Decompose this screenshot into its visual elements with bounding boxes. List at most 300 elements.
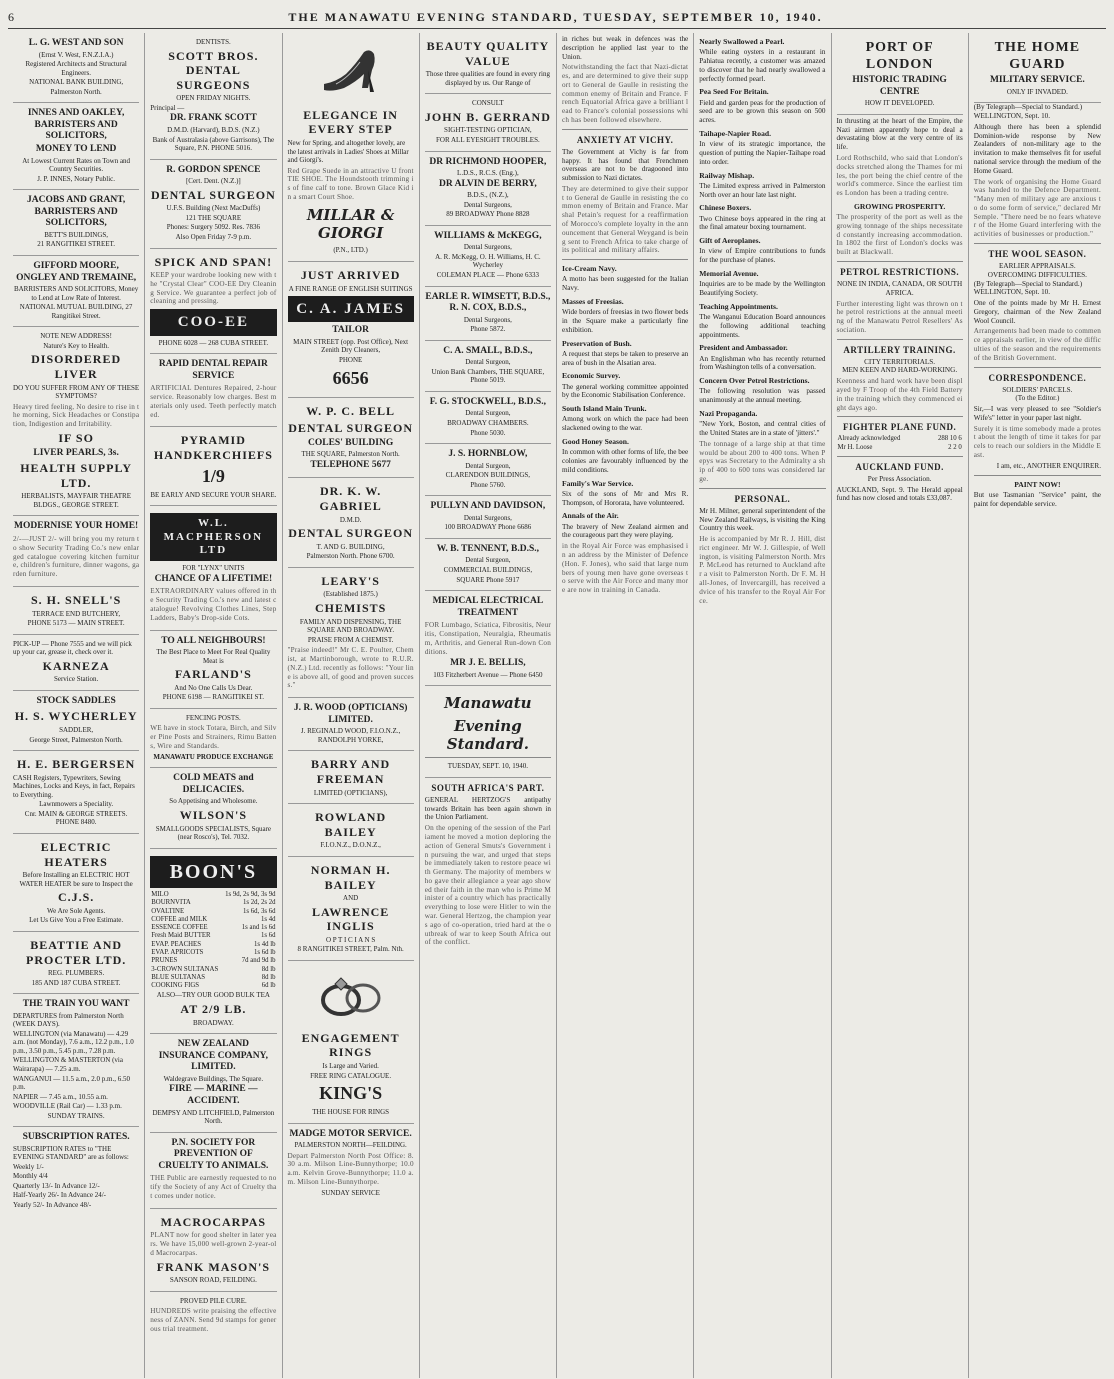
column-2 [145,33,282,1378]
auckland-sub: Per Press Association. [867,474,932,483]
ad-snell [13,587,139,635]
grocery-price: 1s 9d, 2s 9d, 3s 9d [225,891,276,899]
fund-amount: 288 10 6 [937,435,962,443]
ad-sub: PALMERSTON NORTH—FEILDING. [294,1141,407,1150]
item-text: In view of Empire contributions to funds for the purchase of planes. [699,247,826,265]
ad-notary: J. P. INNES, Notary Public. [37,174,116,183]
ad-wilsons [150,768,276,848]
ad-title: SPICK AND SPAN! [154,254,273,269]
item-text: The Limited express arrived in Palmerston North over an hour late last night. [699,181,826,199]
ad-address: BROADWAY CHAMBERS. [447,419,529,428]
ad-phone: Phone 5030. [470,428,506,437]
grocery-price: 1s 4d lb [253,940,276,948]
ad-text: At Lowest Current Rates on Town and Country Securities. [22,156,131,174]
ad-title: CHANCE OF A LIFETIME! [154,573,273,584]
item-heading: Pea Seed For Britain. [699,87,769,97]
ad-building: NATIONAL BANK BUILDING, [29,78,124,87]
ad-gabriel [288,478,414,567]
paint-title: PAINT NOW! [1014,479,1061,489]
guard-lead: Although there has been a splendid Dominion-wide response by New Zealanders of non-military age to the invitation to make themselves fit for useful national service through the medium of the Home Guard. [973,122,1101,175]
ad-money: MONEY TO LEND [35,143,117,154]
ad-text: Before Installing an ELECTRIC HOT WATER HEATER be sure to Inspect the [19,871,133,888]
ad-nz-insurance [150,1034,276,1132]
ad-innes-oakley [13,103,139,190]
ad-ca-james [288,262,414,399]
table-row [150,932,276,940]
ad-tennent [425,539,551,591]
item-heading: Taihape-Napier Road. [699,128,771,138]
ad-text: Those three qualities are found in every ring displayed by us. Our Range of [425,70,550,87]
table-row [150,974,276,982]
ad-address: 121 THE SQUARE [185,213,242,222]
ad-text: The Best Place to Meet For Real Quality Meat is [156,648,271,665]
ad-phone: 6656 [332,367,369,388]
ad-title: SIGHT-TESTING OPTICIAN, [444,126,532,135]
ad-name: ROWLAND BAILEY [315,810,387,839]
guard-telegraph: (By Telegraph—Special to Standard.) WELLINGTON, Sept. 10. [973,103,1083,121]
vichy-lead: The Government at Vichy is far from happy. It has found that Frenchmen overseas are not to be dragooned into submission to Nazi dictates. [562,147,689,183]
wool-sub-2: OVERCOMING DIFFICULTIES. [987,270,1087,279]
item-text: A motto has been suggested for the Italian Navy. [562,275,689,293]
wool-title: THE WOOL SEASON. [988,248,1087,259]
ad-title: DENTAL SURGEON [288,526,414,541]
train-timetable [13,994,139,1127]
ad-sub: Dental Surgeon, [465,556,511,565]
ad-sub: Dental Surgeon, [465,358,511,367]
ad-kicker: PRAISE FROM A CHEMIST. [307,635,394,644]
grocery-item: BLUE SULTANAS [151,973,206,981]
ad-wimsett [425,287,551,341]
table-row [150,899,276,907]
ad-beattie-procter [13,932,139,994]
train-row: WANGANUI — 11.5 a.m., 2.0 p.m., 6.50 p.m. [13,1074,130,1092]
ad-bailey-inglis [288,857,414,961]
ad-title: JACOBS AND GRANT, BARRISTERS AND SOLICITORS, [26,195,126,229]
item-heading: Gift of Aeroplanes. [699,236,761,246]
artillery-sub-2: MEN KEEN AND HARD-WORKING. [842,366,958,375]
ad-name: NORMAN H. BAILEY [310,862,391,892]
sub-row: Yearly 52/- In Advance 48/- [13,1200,92,1209]
ad-kings [288,961,414,1124]
ad-name: R. GORDON SPENCE [166,164,261,175]
ad-name: J. S. HORNBLOW, [448,449,528,460]
item-text: Field and garden peas for the production of seed are to be grown this season on 500 acres. [699,98,826,125]
table-row [150,949,276,957]
ad-name: C.J.S. [57,890,95,905]
grocery-price: 8d lb [261,973,276,981]
ad-bell [288,398,414,478]
ad-price: AT 2/9 LB. [180,1001,247,1016]
item-text: In view of its strategic importance, the question of putting the Napier-Taihape road into order. [699,140,826,166]
item-heading: Nearly Swallowed a Pearl. [699,37,785,46]
ad-title: ELECTRIC HEATERS [40,839,112,869]
ad-address: COLEMAN PLACE — Phone 6333 [436,270,540,279]
ad-electric-heaters [13,834,139,932]
ad-title: TO ALL NEIGHBOURS! [161,635,266,646]
ad-open: OPEN FRIDAY NIGHTS. [176,94,251,103]
column-8: THE HOME GUARD MILITARY SERVICE. ONLY IF INVADED. (By Telegraph—Special to Standard.) WELLINGTON, Sept. 10. Although there has been a splendid Dominion-wide response by New Zealanders of non-military age to the invitation to make themselves fit for useful national service through the medium of the Home Guard. The work of organising the Home Guard was handed to the Defence Department. "Many men of military age are anxious to do some form of service," declared Mr Semple. "There need be no fears whatever of the Home Guard interfering with the activities of businesses or production." THE WOOL SEASON. EARLIER APPRAISALS. OVERCOMING DIFFICULTIES. (By Telegraph—Special to Standard.) WELLINGTON, Sept. 10. One of the points made by Mr H. Ernest Gregory, chairman of the New Zealand Wool Council. Arrangements had been made to commence appraisals earlier, in view of the difficulties of the season and the requirements of the British Government. CORRESPONDENCE. SOLDIERS' PARCELS. (To the Editor.) Sir,—I was very pleased to see "Soldier's Wife's" letter in your paper last night. Surely it is time somebody made a protest about the length of time it takes for parcels to reach our soldiers in the Middle East. I am, etc., ANOTHER ENQUIRER. PAINT NOW! But use Tasmanian "Service" paint, the paint for dependable service. [969,33,1106,1378]
ad-agents: We Are Sole Agents. [47,906,106,915]
grocery-price: 1s 6d lb [253,949,276,957]
grocery-price-list [150,891,276,990]
paint-text: But use Tasmanian "Service" paint, the paint for dependable service. [973,490,1101,508]
ad-degree-2: B.D.S., (N.Z.), [467,191,509,200]
port-growing: GROWING PROSPERITY. [853,201,946,211]
ad-key: Nature's Key to Health. [43,341,110,350]
item-heading: South Island Main Trunk. [562,404,647,414]
ad-address: 8 RANGITIKEI STREET, Palm. Nth. [297,945,404,954]
table-row [150,908,276,916]
ad-phone: TELEPHONE 5677 [310,459,391,470]
ad-title: MACROCARPAS [160,1214,267,1229]
grocery-price: 1s 6d [260,932,276,940]
ad-price: 1/9 [201,465,225,486]
artillery-title: ARTILLERY TRAINING. [843,344,956,355]
ad-place: Palmerston North. [50,87,102,96]
fund-amount: 2 2 0 [948,443,962,451]
item-heading: Nazi Propaganda. [699,409,758,419]
ad-name: KING'S [319,1083,383,1104]
ad-phone-label: PHONE [338,355,363,364]
ad-sub: A FINE RANGE OF ENGLISH SUITINGS [288,284,413,293]
paper-nameplate [425,686,551,777]
editorial-continued: in riches but weak in defences was the description he applied last year to the Union. [562,35,689,61]
ad-name: W. B. TENNENT, B.D.S., [436,543,539,554]
ad-pile-cure: PROVED PILE CURE. HUNDREDS write praising the effectiveness of ZANN. Send 9d stamps for generous trial treatment. [150,1296,277,1333]
ad-gifford-moore [13,256,139,327]
ad-degree: D.M.D. (Harvard), B.D.S. (N.Z.) [167,126,260,135]
ad-est: (Established 1875.) [323,590,378,599]
item-heading: President and Ambassador. [699,343,788,353]
ad-fencing: FENCING POSTS. WE have in stock Totara, Birch, and Silver Pine Posts and Strainers, Rimu Battens, Wire and Standards. MANAWATU PRODUCE EXCHANGE [150,709,276,768]
ad-title: JUST ARRIVED [300,267,401,282]
ad-phone: Phone 5760. [470,480,506,489]
ad-name: W. P. C. BELL [306,404,396,419]
ad-title: MADGE MOTOR SERVICE. [289,1128,412,1139]
ad-barry-freeman [288,751,414,804]
editorial-title: SOUTH AFRICA'S PART. [431,782,545,793]
table-row [150,982,276,990]
ad-title: FENCING POSTS. [185,713,241,722]
grocery-item: EVAP. APRICOTS [151,949,204,957]
masthead [8,10,1106,29]
ad-sub: So Appetising and Wholesome. [169,797,258,806]
grocery-item: 3-CROWN SULTANAS [151,965,219,973]
ad-address: COMMERCIAL BUILDINGS, [443,566,533,574]
ad-hooper [425,152,551,226]
corr-text: Sir,—I was very pleased to see "Soldier's Wife's" letter in your paper last night. [973,405,1101,422]
ad-names: A. R. McKegg, O. H. Williams, H. C. Wycherley [435,252,541,270]
ad-title: BEAUTY QUALITY VALUE [426,39,550,68]
ad-title: Dental Surgeons, [463,200,512,209]
grocery-item: MILO [151,891,169,899]
ad-address: CLARENDON BUILDINGS, [445,471,531,480]
column-7: PORT OF LONDON HISTORIC TRADING CENTRE HOW IT DEVELOPED. In thrusting at the heart of the Empire, the Nazi airmen apparently hope to deal a devastating blow at the very centre of its life. Lord Rothschild, who said that London's docks stretched along the Thames for miles, the port being the chief centre of the world's commerce. Since the earliest times London has been a trading centre. GROWING PROSPERITY. The prosperity of the port as well as the growing tonnage of the ships necessitated constantly increasing accommodation. In 1802 the first of London's docks was built at Blackwall. PETROL RESTRICTIONS. NONE IN INDIA, CANADA, OR SOUTH AFRICA. Further interesting light was thrown on the petrol restrictions at the annual meeting of the Manawatu Petrol Resellers' Association. ARTILLERY TRAINING. CITY TERRITORIALS. MEN KEEN AND HARD-WORKING. Keenness and hard work have been displayed by F Troop of the 4th Field Battery in the training which they commenced eight days ago. FIGHTER PLANE FUND. Already acknowledged 288 10 6 Mr H. Loose 2 2 0 AUCKLAND FUND. Per Press Association. AUCKLAND, Sept. 9. The Herald appeal fund has now closed and totals £33,087. [832,33,969,1378]
guard-sub: MILITARY SERVICE. [989,75,1085,86]
coo-ee-logo: COO-EE [150,309,276,335]
ad-sub: F.I.O.N.Z., D.O.N.Z., [320,841,381,850]
paper-name-1: Manawatu [444,694,532,713]
columns [8,33,1106,1378]
train-sunday: SUNDAY TRAINS. [47,1111,105,1120]
ad-phone: PHONE 6028 — 268 CUBA STREET. [158,338,269,347]
ad-title: MEDICAL ELECTRICAL TREATMENT [432,596,544,618]
table-row [837,444,963,452]
ad-boons [150,849,276,1034]
table-row [150,924,276,932]
port-title: PORT OF LONDON [865,40,934,73]
item-text: The bravery of New Zealand airmen and the courageous part they were playing. [562,522,689,540]
ad-spca: P.N. SOCIETY FOR PREVENTION OF CRUELTY TO ANIMALS. THE Public are earnestly requested to notify the Society of any Act of Cruelty that comes under notice. [150,1133,276,1209]
ad-address: Bank of Australasia (above Garrisons), The Square, P.N. PHONE 5016. [152,135,275,153]
ad-sub: BE EARLY AND SECURE YOUR SHARE. [150,490,277,499]
ad-tailor: TAILOR [332,325,370,336]
item-text: Wide borders of freesias in two flower beds in the Square make a particularly fine exhibition. [562,308,689,334]
ad-address: HERBALISTS, MAYFAIR THEATRE BLDGS., GEORGE STREET. [21,492,131,509]
ad-coo-ee: SPICK AND SPAN! KEEP your wardrobe looking new with the "Crystal Clear" COO-EE Dry Cleaning Service. We guarantee a perfect job of cleaning and pressing. COO-EE PHONE 6028 — 268 CUBA STREET. [150,249,276,355]
ad-elegance: ELEGANCE IN EVERY STEP New for Spring, and altogether lovely, are the latest arrivals in Ladies' Shoes at Millar and Giorgi's. Red Grape Suede in an attractive U front TIE SHOE. The Houndstooth trimming is of fine calf to tone. Brown Glace Kid in a smart Court Shoe. MILLAR & GIORGI (P.N., LTD.) [288,33,414,262]
petrol-title: PETROL RESTRICTIONS. [840,267,960,278]
table-row [150,941,276,949]
petrol-sub: NONE IN INDIA, CANADA, OR SOUTH AFRICA. [837,280,963,297]
shoe-illustration [316,40,386,100]
subscription-rates [13,1127,139,1215]
ad-address: 103 Fitzherbert Avenue — Phone 6450 [433,670,543,679]
corr-sub: SOLDIERS' PARCELS. [1002,385,1073,394]
ad-name-2: DR ALVIN DE BERRY, [439,178,537,189]
ad-address: 89 BROADWAY Phone 8828 [446,210,530,219]
item-heading: Memorial Avenue. [699,269,759,278]
ad-sub: Dental Surgeon, [465,409,511,418]
ad-cert: [Cert. Dent. (N.Z.)] [185,177,241,186]
ad-degree: D.M.D. [339,515,362,524]
home-guard-heading [974,33,1101,103]
ad-title: PYRAMID HANDKERCHIEFS [153,433,273,462]
wool-telegraph: (By Telegraph—Special to Standard.) WELLINGTON, Sept. 10. [973,279,1083,297]
ad-sub: REG. PLUMBERS. [48,969,105,978]
guard-only: ONLY IF INVADED. [1006,87,1068,96]
ad-if: IF SO [58,430,94,445]
table-row [150,891,276,899]
item-text: The general working committee appointed by the Economic Stabilisation Conference. [562,382,689,400]
ad-name: C. A. SMALL, B.D.S., [443,345,533,356]
ad-name: JOHN B. GERRAND [424,109,551,124]
ad-text: BARRISTERS AND SOLICITORS, Money to Lend at Low Rate of Interest. [13,285,139,302]
item-heading: Preservation of Bush. [562,338,632,348]
ring-illustration [311,968,391,1023]
macpherson-logo: W.L. MACPHERSON LTD [150,513,276,561]
ad-title: CHEMISTS [314,601,387,616]
ad-title: MODERNISE YOUR HOME! [14,521,139,532]
item-text: Six of the sons of Mr and Mrs R. Thompson, of Hororata, have volunteered. [562,489,689,507]
ad-bellis: MEDICAL ELECTRICAL TREATMENT FOR Lumbago, Sciatica, Fibrositis, Neuritis, Constipation, Neuralgia, Rheumatism, Arthritis, and General Run-down Conditions. MR J. E. BELLIS, 103 Fitzherbert Avenue — Phone 6450 [425,591,551,686]
item-text: While eating oysters in a restaurant in Pahiatua recently, a customer was amazed to discover that he had nearly swallowed a perfectly formed pearl. [699,48,826,83]
ad-address: SMALLGOODS SPECIALISTS, Square (near Rosco's), Tel. 7032. [155,824,272,842]
ad-sub: Waldegrave Buildings, The Square. [163,1074,264,1083]
ad-sub: (Ernst V. West, F.N.Z.I.A.) [38,50,114,59]
column-4 [420,33,557,1378]
wool-lead: One of the points made by Mr H. Ernest Gregory, chairman of the New Zealand Wool Council. [973,299,1101,325]
grocery-item: COFFEE and MILK [151,915,208,923]
column-5: in riches but weak in defences was the description he applied last year to the Union. Notwithstanding the fact that Nazi-dictates, and are determined to give their support to General de Gaulle in resisting the common enemy of Britain and France. French Equatorial Africa gave a brilliant lead to France's colonial possessions which has been followed elsewhere. ANXIETY AT VICHY. The Government at Vichy is far from happy. It has found that Frenchmen overseas are not to be dragooned into submission to Nazi dictates. They are determined to give their support to General de Gaulle in resisting the common enemy of Britain and France. Marshal Petain's request for a reaffirmation of Morocco's complete loyalty in the announcement that General Weygand is being sent to French Africa to take charge of its political and military affairs. Ice-Cream Navy. A motto has been suggested for the Italian Navy. Masses of Freesias. Wide borders of freesias in two flower beds in the Square make a particularly fine exhibition. Preservation of Bush. A request that steps be taken to preserve an area of bush in the Alsatian area. Economic Survey. The general working committee appointed by the Economic Stabilisation Conference. South Island Main Trunk. Among work on which the pace had been slackened owing to the war. Good Honey Season. In common with other forms of life, the bee colonies are favourably influenced by the mild conditions. Family's War Service. Six of the sons of Mr and Mrs R. Thompson, of Hororata, have volunteered. Annals of the Air. The bravery of New Zealand airmen and the courageous part they were playing. in the Royal Air Force was emphasised in an address by the Minister of Defence (Hon. F. Jones), who said that large numbers of young men have gone overseas to serve with the Air Force and many more are now in training in Canada. [557,33,694,1378]
table-row [150,957,276,965]
ad-sub: Dental Surgeons, [463,315,512,324]
sub-row: Half-Yearly 26/- In Advance 24/- [13,1191,106,1200]
item-heading: Concern Over Petrol Restrictions. [699,376,810,386]
ad-phone: PHONE 6198 — RANGITIKEI ST. [162,693,264,702]
ad-pullyn-davidson [425,496,551,539]
ad-name: DR. K. W. GABRIEL [319,484,382,514]
item-heading: Good Honey Season. [562,437,629,446]
grocery-price: 8d lb [261,965,276,973]
grocery-item: Fresh Maid BUTTER [151,932,211,940]
ad-madge-motor: MADGE MOTOR SERVICE. PALMERSTON NORTH—FEILDING. Depart Palmerston North Post Office: 8.30 a.m. Milson Line-Bunnythorpe; 10.0 a.m. Kelvin Grove-Bunnythorpe; 11.0 a.m. Milson Line-Bunnythorpe. SUNDAY SERVICE [287,1128,414,1197]
ad-dental-repair: RAPID DENTAL REPAIR SERVICE ARTIFICIAL Dentures Repaired, 2-hour service. Reasonably low charges. Best materials only used. Teeth perfectly matched. [150,354,276,427]
editorial: SOUTH AFRICA'S PART. GENERAL HERTZOG'S antipathy towards Britain has been again shown in the Union Parliament. On the opening of the session of the Parliament he moved a motion deploring the action of General Smuts's Government in pursuing the war, and urged that steps be immediately taken to restore peace with Germany. The majority of members who gave their allegiance a year ago showed their faith in the man who is Prime Minister of a country which has practically everything to lose were Hitler to win the war. General Hertzog, the champion years ago of co-operation, tried hard at the outbreak of war to keep South Africa out of the conflict. [424,782,551,947]
ad-lawn: Lawnmowers a Speciality. [39,800,114,809]
ad-street: BROADWAY. [193,1018,234,1027]
ad-address: THE SQUARE, Palmerston North. [301,450,400,459]
ad-address: MAIN STREET (opp. Post Office), Next Zenith Dry Cleaners, [293,337,409,355]
train-row: WOODVILLE (Rail Car) — 1.33 p.m. [13,1102,122,1111]
ad-title: S. H. SNELL'S [30,592,122,607]
ad-sunday: SUNDAY SERVICE [321,1188,380,1197]
ad-address: 100 BROADWAY Phone 6686 [444,523,532,532]
ad-bergersen [13,751,139,834]
ad-beauty [425,33,551,94]
ad-title: ENGAGEMENT RINGS [301,1030,400,1060]
grocery-price: 1s 2d, 2s 2d [243,899,276,907]
item-heading: Ice-Cream Navy. [562,264,617,274]
ad-kicker: CONSULT [472,99,504,108]
page-number: 6 [8,10,15,24]
ad-sub: FOR ALL EYESIGHT TROUBLES. [436,136,540,144]
auckland-text: AUCKLAND, Sept. 9. The Herald appeal fund has now closed and totals £33,087. [836,485,963,503]
ad-sub: O P T I C I A N S [325,935,376,944]
item-text: Inquiries are to be made by the Wellington Beautifying Society. [699,280,826,298]
ad-name: FARLAND'S [174,667,252,682]
ad-building: BETT'S BUILDINGS, [44,230,109,239]
column-1 [8,33,145,1378]
corr-title: CORRESPONDENCE. [988,372,1087,383]
ad-sub: U.F.S. Building (Next MacDuffs) [166,204,261,213]
item-heading: Railway Mishap. [699,170,755,180]
ad-jr-wood [288,698,414,751]
ad-sub: SADDLER, [59,726,94,735]
guard-title: THE HOME GUARD [994,40,1081,73]
ad-text: Registered Architects and Structural Engineers. [25,60,127,77]
vichy-title: ANXIETY AT VICHY. [576,134,674,145]
personal-lead: Mr H. Milner, general superintendent of the New Zealand Railways, is visiting the King Country this week. [699,506,826,533]
masthead-title: THE MANAWATU EVENING STANDARD, TUESDAY, SEPTEMBER 10, 1940. [288,10,823,24]
item-text: In common with other forms of life, the bee colonies are favourably influenced by the mild conditions. [562,448,689,474]
artillery-sub: CITY TERRITORIALS. [864,357,936,366]
ad-rowland-bailey [288,804,414,857]
fighter-title: FIGHTER PLANE FUND. [842,422,957,433]
ad-address: Palmerston North. Phone 6700. [306,552,395,561]
ad-name: DR RICHMOND HOOPER, [429,156,547,167]
ad-offer: FREE RING CATALOGUE. [310,1071,392,1080]
column-3 [283,33,420,1378]
ad-small [425,341,551,392]
ad-macpherson: W.L. MACPHERSON LTD FOR "LYNX" UNITS CHANCE OF A LIFETIME! EXTRAORDINARY values offered in the Security Trading Co.'s new and latest catalogue! Revolving Clothes Lines, Step Ladders, Baby's Drop-side Cots. [150,506,276,630]
ad-title: DENTAL SURGEON [288,421,414,436]
train-row: NAPIER — 7.45 a.m., 10.55 a.m. [13,1092,108,1101]
ad-health-supply: NOTE NEW ADDRESS! Nature's Key to Health. DISORDERED LIVER DO YOU SUFFER FROM ANY OF THESE SYMPTOMS? Heavy tired feeling, No desire to rise in the morning, Sick Headaches or Constipation, Indigestion and Irritability. IF SO LIVER PEARLS, 3s. HEALTH SUPPLY LTD. HERBALISTS, MAYFAIR THEATRE BLDGS., GEORGE STREET. [13,327,139,516]
item-heading: Masses of Freesias. [562,296,624,306]
train-row: WELLINGTON (via Manawatu) — 4.29 a.m. (not Monday), 7.6 a.m., 12.2 p.m., 1.0 p.m., 3.50 p.m., 5.45 p.m., 7.28 p.m. [13,1029,134,1055]
paper-date: TUESDAY, SEPT. 10, 1940. [447,762,528,771]
train-sub: DEPARTURES from Palmerston North (WEEK DAYS). [13,1011,124,1029]
ad-degree: L.D.S., R.C.S. (Eng.), [457,169,519,178]
port-lead: In thrusting at the heart of the Empire, the Nazi airmen apparently hope to deal a devastating blow at the very centre of its life. [836,116,963,152]
ad-title: DENTAL SURGEON [150,187,276,202]
ad-modernise: MODERNISE YOUR HOME! 2/-—JUST 2/- will bring you my return to show Security Trading Co.'s new enlarged catalogue covering kitchen furniture, children's furniture, dinner wagons, garden furniture. [13,516,139,586]
ad-title: NEW ZEALAND INSURANCE COMPANY, LIMITED. [158,1039,268,1073]
ad-title: SCOTT BROS. DENTAL SURGEONS [168,48,259,92]
ad-name: F. G. STOCKWELL, B.D.S., [429,396,546,407]
ad-sub: And No One Calls Us Dear. [174,683,253,692]
train-row: WELLINGTON & MASTERTON (via Wairarapa) — 7.25 a.m. [13,1056,123,1073]
ad-pyramid [150,427,276,506]
ad-name: EARLE R. WIMSETT, B.D.S., R. N. COX, B.D.S., [425,291,551,314]
grocery-item: COOKING FIGS [151,982,200,990]
ad-title-2: HEALTH SUPPLY LTD. [20,461,133,490]
item-heading: Economic Survey. [562,371,621,381]
ad-sub: Dental Surgeons, [463,513,512,522]
ad-title: ELEGANCE IN EVERY STEP [303,107,398,137]
grocery-item: PRUNES [151,957,178,965]
editorial-lead: GENERAL HERTZOG'S antipathy towards Britain has been again shown in the Union Parliament. [424,795,551,822]
grocery-price: 1s 4d [260,915,276,923]
ad-principal: Principal — [150,103,185,112]
ad-macrocarpas: MACROCARPAS PLANT now for good shelter in later years. We have 15,000 well-grown 2-year-old Macrocarpas. FRANK MASON'S SANSON ROAD, FEILDING. [150,1209,276,1292]
ad-title: KARNEZA [42,658,110,673]
sub-row: Monthly 4/4 [13,1172,48,1181]
ad-williams-mckegg [425,226,551,287]
ad-address: 185 AND 187 CUBA STREET. [31,978,121,987]
ad-sub: LIMITED (OPTICIANS), [313,788,388,797]
ad-open: Also Open Friday 7-9 p.m. [175,232,252,241]
table-row [150,966,276,974]
ad-title: H. E. BERGERSEN [16,757,136,772]
ad-sub-2: THE HOUSE FOR RINGS [312,1108,390,1117]
ad-name: DR. FRANK SCOTT [169,113,257,124]
ad-tea: ALSO—TRY OUR GOOD BULK TEA [156,991,270,1000]
ad-building: NATIONAL MUTUAL BUILDING, 27 Rangitikei Street. [19,303,133,320]
port-of-london-heading [837,33,963,115]
ad-gerrand [425,94,551,151]
fund-label: Mr H. Loose [837,443,873,451]
ad-sub: T. AND G. BUILDING, [316,542,385,551]
ad-title: DISORDERED LIVER [31,352,122,381]
ad-phone: Phone 5872. [470,325,506,334]
ad-title: RAPID DENTAL REPAIR SERVICE [158,359,268,381]
ad-sub: FOR "LYNX" UNITS [182,564,245,573]
ad-sub: (P.N., LTD.) [333,246,368,255]
auckland-title: AUCKLAND FUND. [855,461,944,472]
grocery-item: OVALTINE [151,907,185,915]
ad-name: LEARY'S [321,573,380,588]
fund-label: Already acknowledged [837,435,901,443]
ad-name: FRANK MASON'S [156,1259,271,1274]
ad-and: AND [343,894,359,903]
ad-note: NOTE NEW ADDRESS! [40,332,113,341]
sub-row: Weekly 1/- [13,1162,44,1171]
ad-liver: LIVER PEARLS, 3s. [33,447,119,458]
pick-up-label: PICK-UP [13,639,40,648]
grocery-price: 1s 6d, 3s 6d [243,907,276,915]
